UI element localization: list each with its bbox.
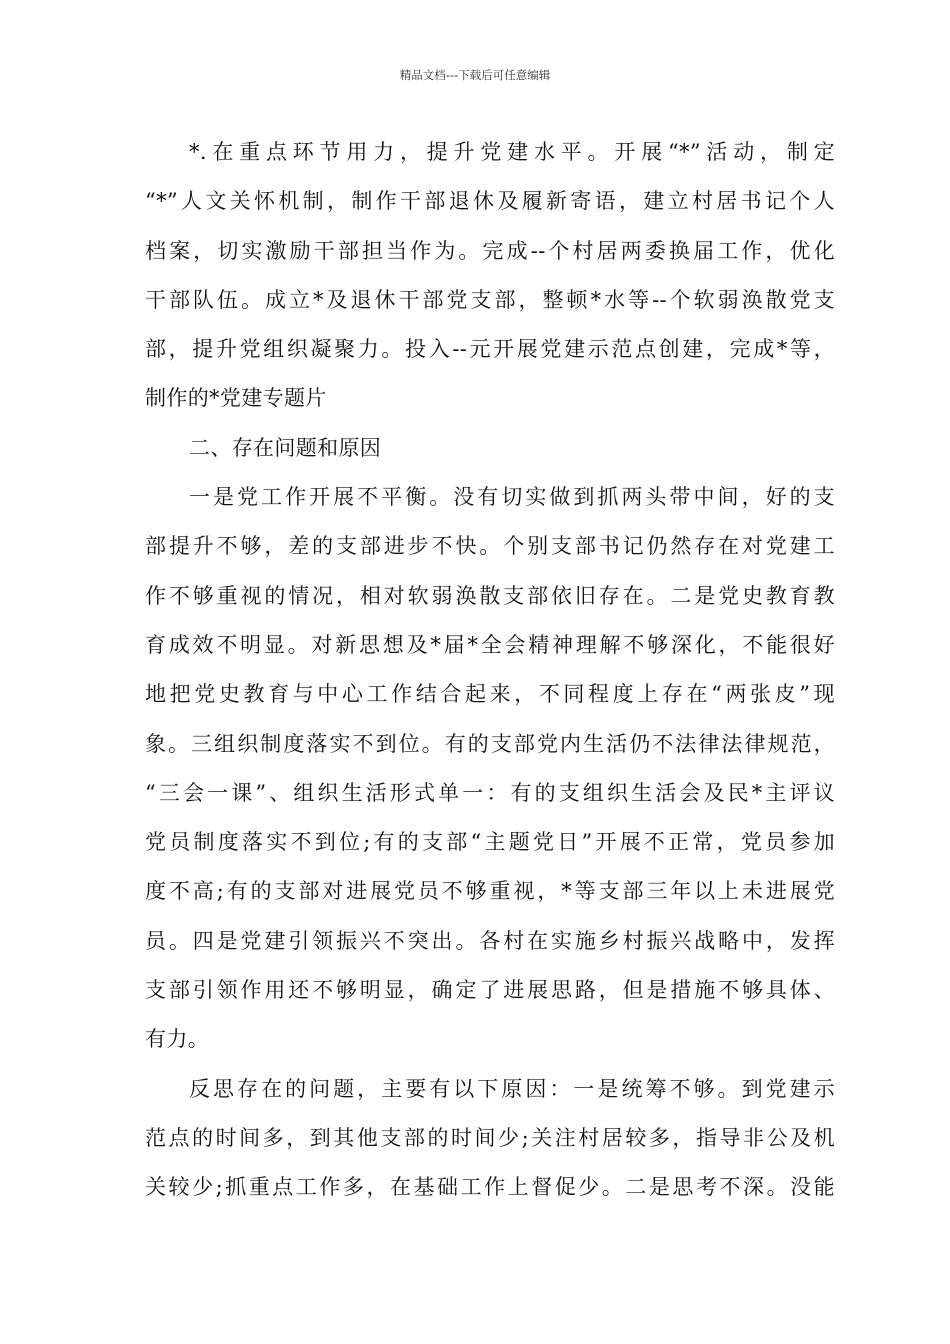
text-line: 地把党史教育与中心工作结合起来，不同程度上存在“两张皮”现 bbox=[145, 682, 835, 707]
text-line: 部，提升党组织凝聚力。投入--元开展党建示范点创建，完成*等， bbox=[145, 337, 835, 362]
section-heading-problems bbox=[145, 424, 835, 473]
text-line: 度不高;有的支部对进展党员不够重视，*等支部三年以上未进展党 bbox=[145, 879, 835, 904]
text-line: 象。三组织制度落实不到位。有的支部党内生活仍不法律法律规范， bbox=[145, 731, 835, 756]
page-header: 精品文档---下载后可任意编辑 bbox=[399, 68, 551, 82]
paragraph-reasons bbox=[145, 1065, 835, 1213]
text-line: 育成效不明显。对新思想及*届*全会精神理解不够深化，不能很好 bbox=[145, 632, 835, 657]
paragraph-problems bbox=[145, 473, 835, 1065]
text-line: 支部引领作用还不够明显，确定了进展思路，但是措施不够具体、 bbox=[145, 978, 835, 1003]
text-line: 员。四是党建引领振兴不突出。各村在实施乡村振兴战略中，发挥 bbox=[145, 928, 835, 953]
text-line: 档案，切实激励干部担当作为。完成--个村居两委换届工作，优化 bbox=[145, 238, 835, 263]
section-heading: 二、存在问题和原因 bbox=[189, 435, 382, 460]
text-line: 部提升不够，差的支部进步不快。个别支部书记仍然存在对党建工 bbox=[145, 534, 835, 559]
document-body bbox=[145, 128, 835, 1213]
text-line: 有力。 bbox=[145, 1027, 210, 1052]
text-line: 制作的*党建专题片 bbox=[145, 386, 327, 411]
text-line: 反思存在的问题，主要有以下原因：一是统筹不够。到党建示 bbox=[189, 1076, 835, 1101]
text-line: “*”人文关怀机制，制作干部退休及履新寄语，建立村居书记个人 bbox=[145, 189, 835, 214]
paragraph-achievement bbox=[145, 128, 835, 424]
text-line: *.在重点环节用力，提升党建水平。开展“*”活动，制定 bbox=[189, 140, 835, 164]
text-line: 关较少;抓重点工作多，在基础工作上督促少。二是思考不深。没能 bbox=[145, 1175, 835, 1200]
text-line: 范点的时间多，到其他支部的时间少;关注村居较多，指导非公及机 bbox=[145, 1125, 835, 1150]
text-line: “三会一课”、组织生活形式单一：有的支组织生活会及民*主评议 bbox=[145, 780, 835, 805]
text-line: 党员制度落实不到位;有的支部“主题党日”开展不正常，党员参加 bbox=[145, 830, 835, 855]
text-line: 一是党工作开展不平衡。没有切实做到抓两头带中间，好的支 bbox=[189, 485, 835, 510]
text-line: 作不够重视的情况，相对软弱涣散支部依旧存在。二是党史教育教 bbox=[145, 583, 835, 608]
text-line: 干部队伍。成立*及退休干部党支部，整顿*水等--个软弱涣散党支 bbox=[145, 287, 835, 312]
